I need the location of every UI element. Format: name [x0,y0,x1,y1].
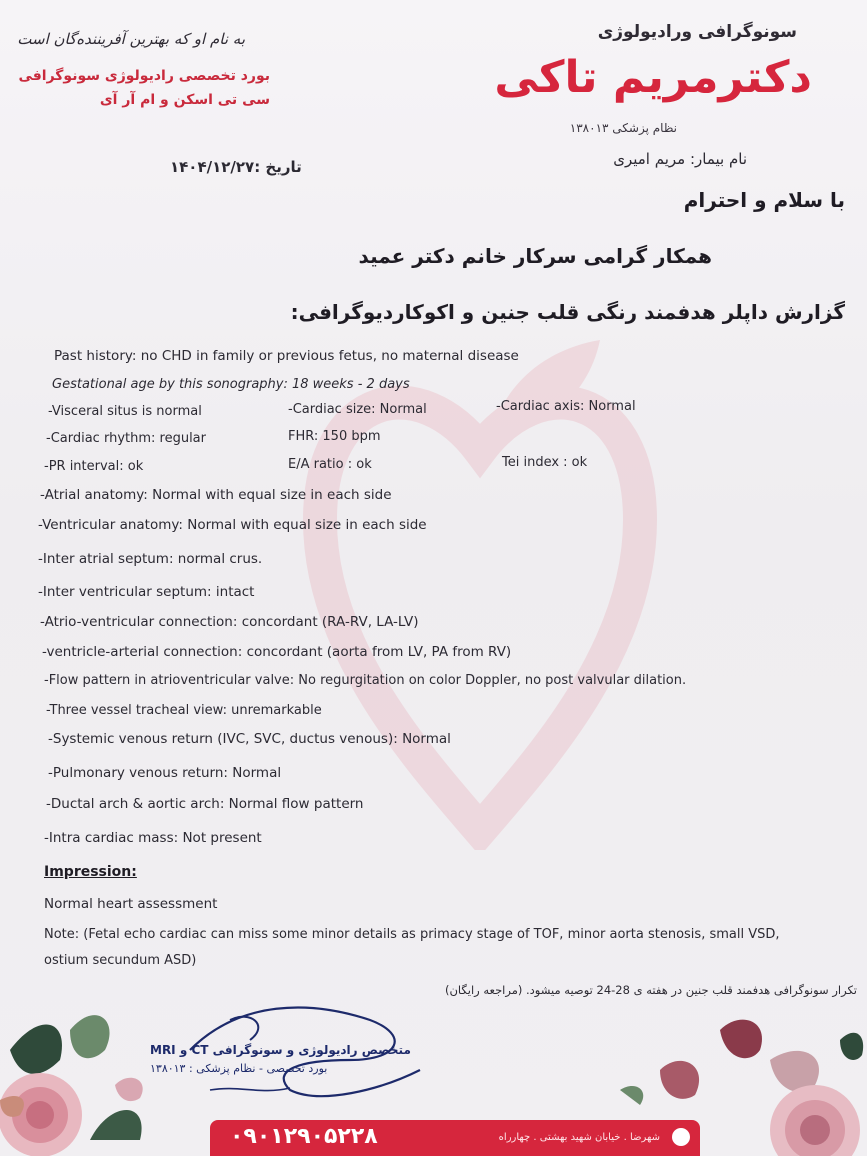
ea-ratio: E/A ratio : ok [288,457,372,472]
services-text: سی تی اسکن و ام آر آی [99,92,270,108]
ductal-aortic-arch: -Ductal arch & aortic arch: Normal flow pattern [46,796,364,812]
av-connection: -Atrio-ventricular connection: concordant (RA-RV, LA-LV) [40,614,419,630]
flow-pattern: -Flow pattern in atrioventricular valve: No regurgitation on color Doppler, no post valvular dilation. [44,673,687,688]
stamp-board-license: بورد تخصصی - نظام پزشکی : ۱۳۸۰۱۳ [150,1062,328,1075]
pr-interval: -PR interval: ok [44,459,144,474]
footer-phone[interactable]: ۰۹۰۱۲۹۰۵۲۲۸ [230,1124,378,1149]
cardiac-rhythm: -Cardiac rhythm: regular [46,431,206,446]
stamp-specialty: متخصص رادیولوژی و سونوگرافی CT و MRI [150,1043,411,1057]
gestational-age: Gestational age by this sonography: 18 weeks - 2 days [52,377,410,392]
salutation: با سلام و احترام [683,188,845,212]
past-history: Past history: no CHD in family or previous fetus, no maternal disease [54,348,519,364]
pulmonary-venous-return: -Pulmonary venous return: Normal [48,765,282,781]
footer-address: شهرضا . خیابان شهید بهشتی . چهارراه [498,1132,660,1143]
report-date: تاریخ :۱۴۰۴/۱۲/۲۷ [170,158,302,176]
atrial-anatomy: -Atrial anatomy: Normal with equal size in each side [40,487,392,503]
note-line-2: ostium secundum ASD) [44,953,197,968]
addressee: همکار گرامی سرکار خانم دکتر عمید [358,244,712,268]
basmala-text: به نام او که بهترین آفریننده‌گان است [17,30,245,48]
location-icon [672,1128,690,1146]
note-line-1: Note: (Fetal echo cardiac can miss some minor details as primacy stage of TOF, minor aorta stenosis, small VSD, [44,927,780,942]
impression-heading: Impression: [44,864,137,880]
board-text: بورد تخصصی رادیولوژی سونوگرافی [18,68,270,84]
clinic-name: دکترمریم تاکی [494,52,812,103]
cardiac-size: -Cardiac size: Normal [288,402,427,417]
inter-ventricular-septum: -Inter ventricular septum: intact [38,584,255,600]
cardiac-axis: -Cardiac axis: Normal [496,399,636,414]
ventricular-anatomy: -Ventricular anatomy: Normal with equal size in each side [38,517,427,533]
header-subtitle: سونوگرافی ورادیولوژی [597,22,797,42]
three-vessel-view: -Three vessel tracheal view: unremarkable [46,703,322,718]
license-number: نظام پزشکی ۱۳۸۰۱۳ [569,121,677,135]
inter-atrial-septum: -Inter atrial septum: normal crus. [38,551,263,567]
fhr: FHR: 150 bpm [288,429,381,444]
tei-index: Tei index : ok [502,455,588,470]
impression-text: Normal heart assessment [44,896,218,912]
footer-bar [210,1120,700,1156]
patient-name: نام بیمار: مریم امیری [613,150,747,168]
visceral-situs: -Visceral situs is normal [48,404,202,419]
va-connection: -ventricle-arterial connection: concordant (aorta from LV, PA from RV) [42,644,512,660]
intra-cardiac-mass: -Intra cardiac mass: Not present [44,830,262,846]
report-title: گزارش داپلر هدفمند رنگی قلب جنین و اکوکاردیوگرافی: [290,300,845,324]
followup-text: تکرار سونوگرافی هدفمند قلب جنین در هفته ی 28-24 توصیه میشود. (مراجعه رایگان) [444,983,857,997]
systemic-venous-return: -Systemic venous return (IVC, SVC, ductus venous): Normal [48,731,451,747]
